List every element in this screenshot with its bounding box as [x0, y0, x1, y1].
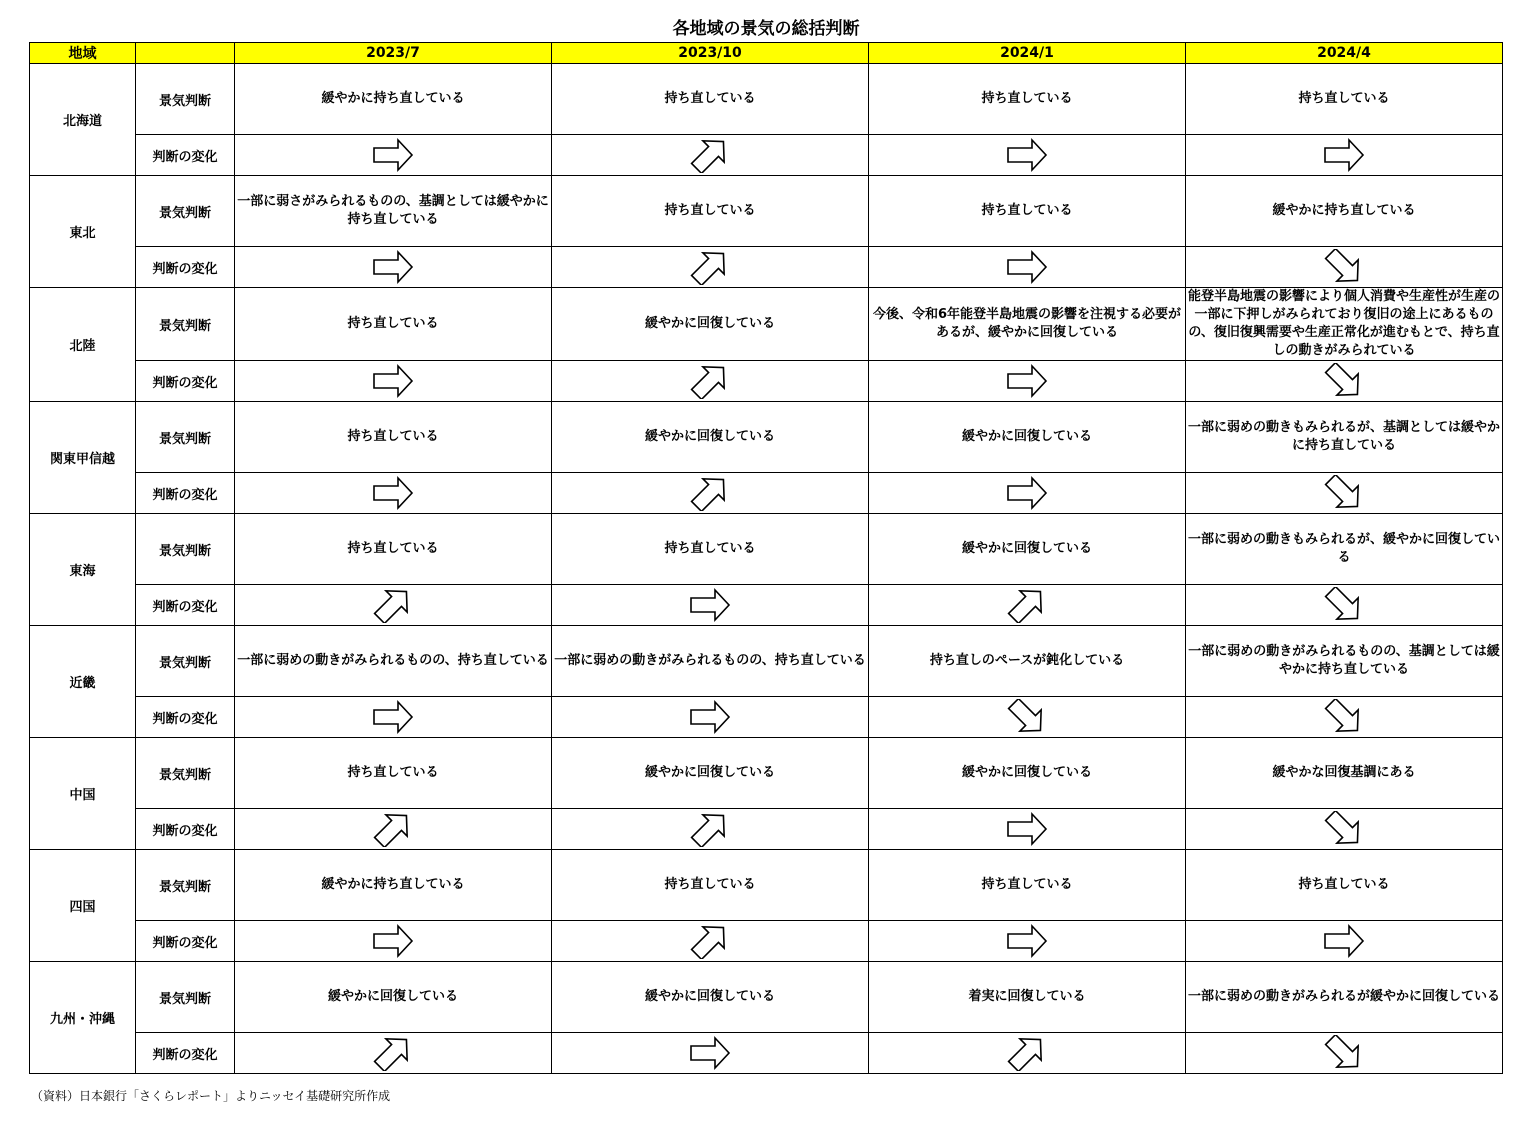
judgment-cell: 持ち直している	[235, 288, 552, 361]
change-cell	[552, 697, 869, 738]
header-region: 地域	[30, 43, 136, 64]
judgment-cell: 持ち直している	[552, 176, 869, 247]
judgment-cell: 能登半島地震の影響により個人消費や生産性が生産の一部に下押しがみられており復旧の途上にあるものの、復旧復興需要や生産正常化が進むもとで、持ち直しの動きがみられている	[1186, 288, 1503, 361]
change-cell	[552, 473, 869, 514]
change-cell	[869, 809, 1186, 850]
change-cell	[1186, 809, 1503, 850]
arrow-up-icon	[686, 811, 734, 847]
arrow-up-icon	[1003, 587, 1051, 623]
change-label: 判断の変化	[136, 361, 235, 402]
change-cell	[869, 135, 1186, 176]
region-name: 中国	[30, 738, 136, 850]
judgment-label: 景気判断	[136, 288, 235, 361]
judgment-row	[30, 514, 1503, 585]
arrow-down-icon	[1320, 363, 1368, 399]
judgment-row	[30, 64, 1503, 135]
judgment-cell: 一部に弱めの動きがみられるものの、持ち直している	[235, 626, 552, 697]
change-cell	[235, 809, 552, 850]
change-cell	[552, 1033, 869, 1074]
change-cell	[1186, 585, 1503, 626]
arrow-right-icon	[369, 363, 417, 399]
arrow-down-icon	[1003, 699, 1051, 735]
judgment-cell: 緩やかに回復している	[552, 738, 869, 809]
judgment-row	[30, 626, 1503, 697]
judgment-cell: 緩やかに回復している	[869, 514, 1186, 585]
change-cell	[552, 921, 869, 962]
judgment-label: 景気判断	[136, 402, 235, 473]
change-row	[30, 585, 1503, 626]
judgment-cell: 緩やかに回復している	[869, 738, 1186, 809]
header-period: 2024/1	[869, 43, 1186, 64]
change-cell	[552, 809, 869, 850]
header-blank	[136, 43, 235, 64]
change-cell	[552, 135, 869, 176]
change-label: 判断の変化	[136, 921, 235, 962]
arrow-right-icon	[1003, 363, 1051, 399]
change-cell	[869, 247, 1186, 288]
change-cell	[869, 473, 1186, 514]
header-period: 2024/4	[1186, 43, 1503, 64]
arrow-down-icon	[1320, 475, 1368, 511]
judgment-cell: 緩やかに回復している	[235, 962, 552, 1033]
judgment-cell: 持ち直している	[1186, 64, 1503, 135]
change-cell	[235, 361, 552, 402]
judgment-cell: 緩やかに回復している	[552, 288, 869, 361]
change-row	[30, 697, 1503, 738]
judgment-cell: 持ち直している	[235, 738, 552, 809]
header-period: 2023/10	[552, 43, 869, 64]
change-cell	[235, 697, 552, 738]
region-name: 近畿	[30, 626, 136, 738]
change-label: 判断の変化	[136, 473, 235, 514]
judgment-cell: 着実に回復している	[869, 962, 1186, 1033]
header-row	[30, 43, 1503, 64]
change-row	[30, 809, 1503, 850]
judgment-cell: 持ち直している	[552, 514, 869, 585]
arrow-right-icon	[369, 699, 417, 735]
judgment-cell: 持ち直している	[869, 176, 1186, 247]
arrow-up-icon	[686, 249, 734, 285]
change-label: 判断の変化	[136, 809, 235, 850]
judgment-cell: 緩やかに持ち直している	[1186, 176, 1503, 247]
change-cell	[235, 585, 552, 626]
change-cell	[552, 361, 869, 402]
judgment-cell: 今後、令和6年能登半島地震の影響を注視する必要があるが、緩やかに回復している	[869, 288, 1186, 361]
change-cell	[1186, 697, 1503, 738]
arrow-right-icon	[1003, 137, 1051, 173]
judgment-cell: 緩やかな回復基調にある	[1186, 738, 1503, 809]
change-row	[30, 361, 1503, 402]
change-cell	[869, 585, 1186, 626]
judgment-cell: 一部に弱めの動きもみられるが、基調としては緩やかに持ち直している	[1186, 402, 1503, 473]
change-label: 判断の変化	[136, 1033, 235, 1074]
arrow-up-icon	[686, 137, 734, 173]
arrow-right-icon	[686, 1035, 734, 1071]
change-cell	[869, 697, 1186, 738]
judgment-label: 景気判断	[136, 64, 235, 135]
change-cell	[869, 361, 1186, 402]
arrow-up-icon	[686, 363, 734, 399]
arrow-right-icon	[1003, 923, 1051, 959]
arrow-down-icon	[1320, 587, 1368, 623]
judgment-cell: 持ち直している	[1186, 850, 1503, 921]
arrow-down-icon	[1320, 699, 1368, 735]
arrow-up-icon	[369, 1035, 417, 1071]
arrow-right-icon	[686, 587, 734, 623]
regional-judgment-table	[29, 42, 1503, 1074]
source-footnote: （資料）日本銀行「さくらレポート」よりニッセイ基礎研究所作成	[31, 1089, 391, 1103]
change-cell	[235, 1033, 552, 1074]
judgment-cell: 緩やかに回復している	[552, 402, 869, 473]
judgment-label: 景気判断	[136, 850, 235, 921]
change-label: 判断の変化	[136, 135, 235, 176]
judgment-cell: 持ち直している	[552, 850, 869, 921]
arrow-right-icon	[1003, 475, 1051, 511]
change-row	[30, 1033, 1503, 1074]
change-cell	[1186, 1033, 1503, 1074]
arrow-down-icon	[1320, 249, 1368, 285]
judgment-cell: 緩やかに回復している	[869, 402, 1186, 473]
page-title: 各地域の景気の総括判断	[672, 19, 860, 39]
arrow-right-icon	[369, 137, 417, 173]
judgment-cell: 一部に弱めの動きがみられるものの、基調としては緩やかに持ち直している	[1186, 626, 1503, 697]
judgment-row	[30, 850, 1503, 921]
arrow-right-icon	[1003, 811, 1051, 847]
region-name: 関東甲信越	[30, 402, 136, 514]
change-cell	[1186, 473, 1503, 514]
change-cell	[552, 585, 869, 626]
judgment-row	[30, 402, 1503, 473]
judgment-cell: 持ち直している	[552, 64, 869, 135]
change-cell	[235, 473, 552, 514]
region-name: 四国	[30, 850, 136, 962]
judgment-cell: 持ち直している	[235, 514, 552, 585]
change-cell	[235, 135, 552, 176]
judgment-cell: 一部に弱めの動きがみられるものの、持ち直している	[552, 626, 869, 697]
change-row	[30, 135, 1503, 176]
judgment-cell: 緩やかに持ち直している	[235, 64, 552, 135]
arrow-down-icon	[1320, 1035, 1368, 1071]
change-row	[30, 921, 1503, 962]
arrow-right-icon	[369, 475, 417, 511]
arrow-right-icon	[1320, 137, 1368, 173]
judgment-label: 景気判断	[136, 176, 235, 247]
region-name: 東海	[30, 514, 136, 626]
arrow-up-icon	[369, 811, 417, 847]
region-name: 東北	[30, 176, 136, 288]
header-period: 2023/7	[235, 43, 552, 64]
arrow-up-icon	[369, 587, 417, 623]
judgment-cell: 一部に弱めの動きもみられるが、緩やかに回復している	[1186, 514, 1503, 585]
change-cell	[869, 1033, 1186, 1074]
region-name: 北陸	[30, 288, 136, 402]
change-cell	[1186, 135, 1503, 176]
judgment-row	[30, 738, 1503, 809]
arrow-up-icon	[1003, 1035, 1051, 1071]
change-cell	[869, 921, 1186, 962]
judgment-label: 景気判断	[136, 626, 235, 697]
arrow-up-icon	[686, 475, 734, 511]
judgment-row	[30, 176, 1503, 247]
arrow-down-icon	[1320, 811, 1368, 847]
change-label: 判断の変化	[136, 247, 235, 288]
arrow-up-icon	[686, 923, 734, 959]
judgment-row	[30, 962, 1503, 1033]
change-cell	[1186, 247, 1503, 288]
arrow-right-icon	[369, 249, 417, 285]
judgment-label: 景気判断	[136, 738, 235, 809]
judgment-cell: 一部に弱さがみられるものの、基調としては緩やかに持ち直している	[235, 176, 552, 247]
change-cell	[235, 247, 552, 288]
arrow-right-icon	[686, 699, 734, 735]
change-cell	[552, 247, 869, 288]
judgment-cell: 一部に弱めの動きがみられるが緩やかに回復している	[1186, 962, 1503, 1033]
change-cell	[1186, 361, 1503, 402]
judgment-row	[30, 288, 1503, 361]
judgment-cell: 持ち直している	[869, 850, 1186, 921]
judgment-cell: 持ち直している	[235, 402, 552, 473]
judgment-label: 景気判断	[136, 962, 235, 1033]
change-cell	[235, 921, 552, 962]
region-name: 北海道	[30, 64, 136, 176]
arrow-right-icon	[1320, 923, 1368, 959]
change-row	[30, 247, 1503, 288]
judgment-cell: 緩やかに回復している	[552, 962, 869, 1033]
change-row	[30, 473, 1503, 514]
region-name: 九州・沖縄	[30, 962, 136, 1074]
judgment-cell: 緩やかに持ち直している	[235, 850, 552, 921]
judgment-label: 景気判断	[136, 514, 235, 585]
change-label: 判断の変化	[136, 585, 235, 626]
judgment-cell: 持ち直しのペースが鈍化している	[869, 626, 1186, 697]
change-cell	[1186, 921, 1503, 962]
judgment-cell: 持ち直している	[869, 64, 1186, 135]
arrow-right-icon	[1003, 249, 1051, 285]
arrow-right-icon	[369, 923, 417, 959]
change-label: 判断の変化	[136, 697, 235, 738]
